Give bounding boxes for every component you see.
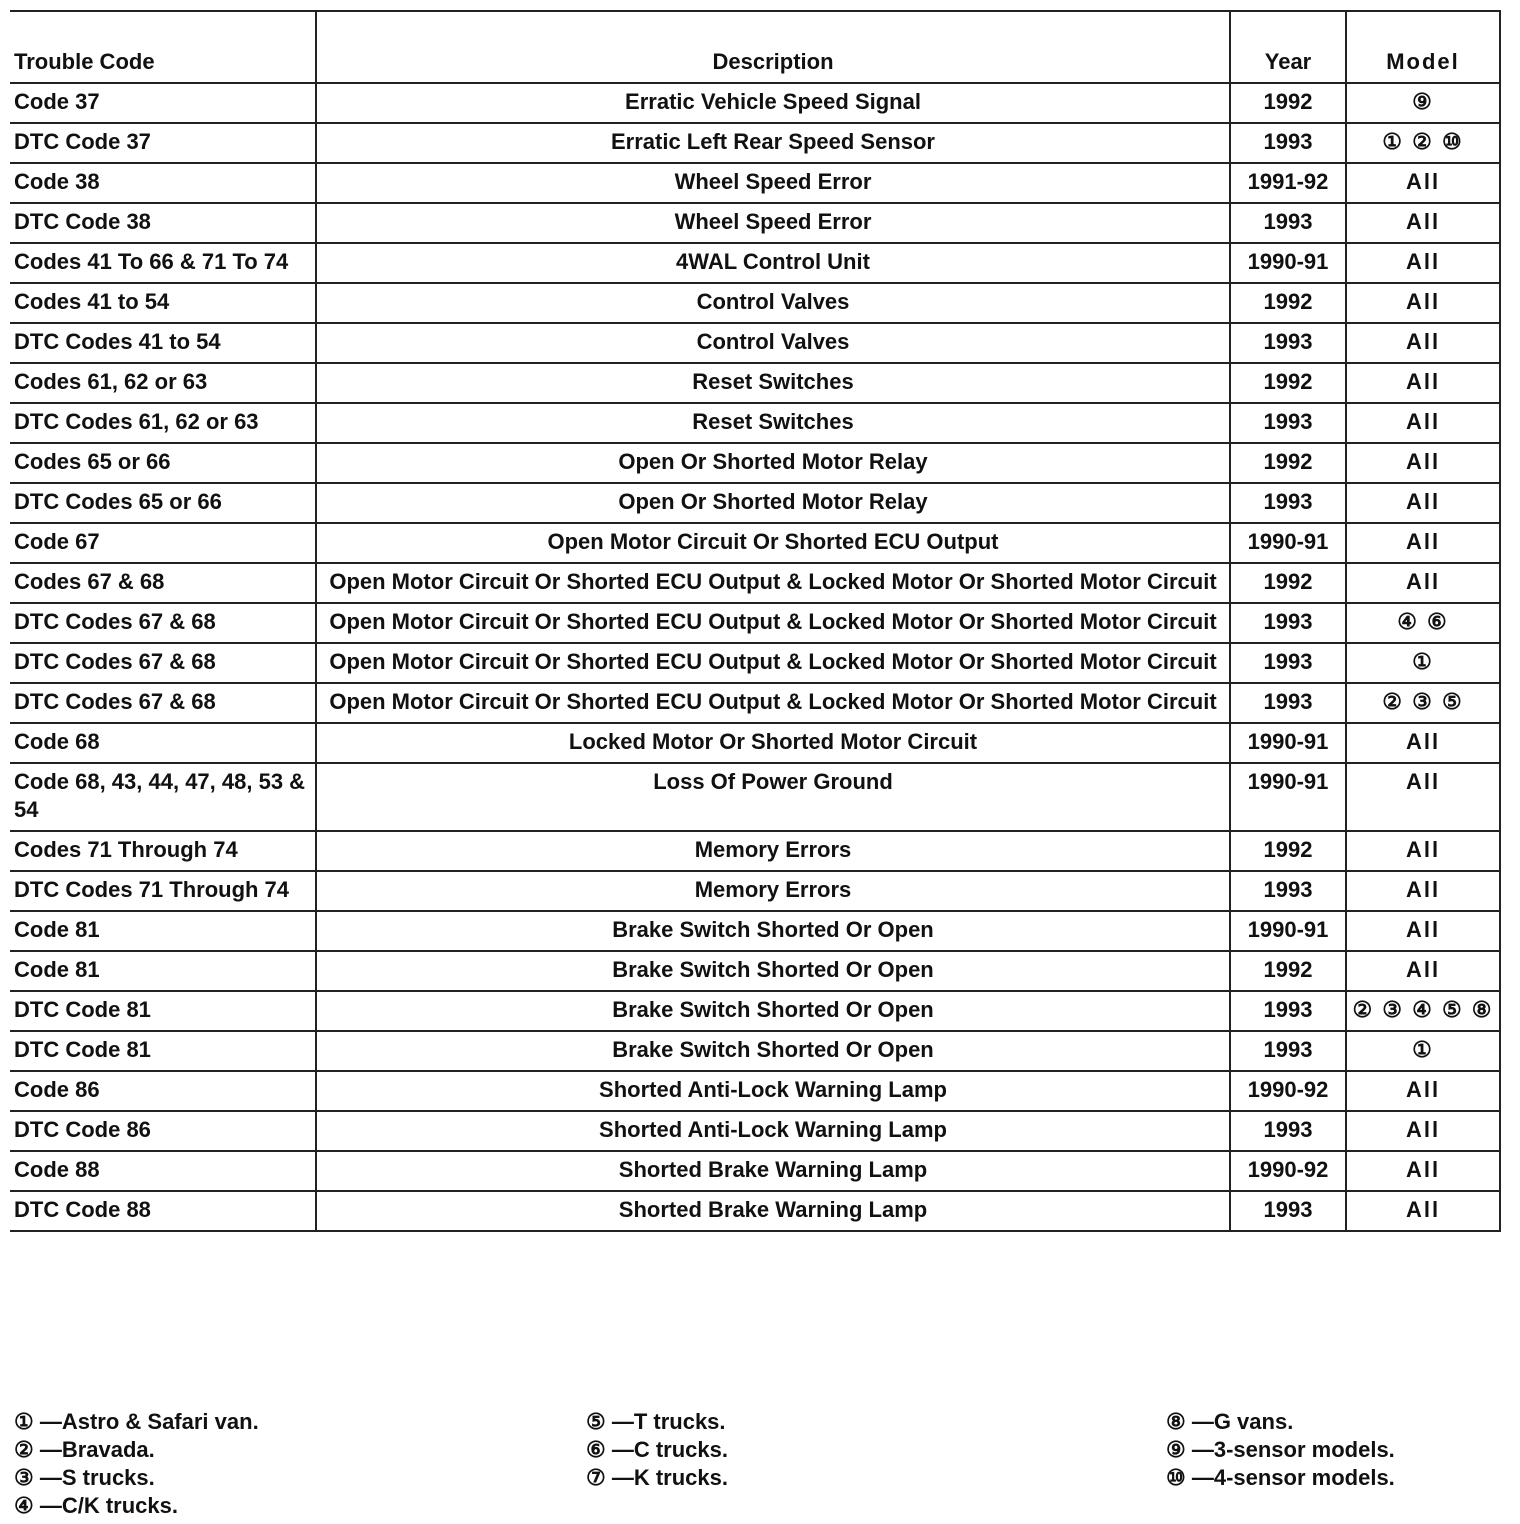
cell-description: Open Or Shorted Motor Relay xyxy=(316,443,1230,483)
cell-description: Wheel Speed Error xyxy=(316,203,1230,243)
cell-year: 1993 xyxy=(1230,323,1346,363)
table-row xyxy=(10,911,1500,951)
cell-year: 1992 xyxy=(1230,363,1346,403)
cell-year: 1993 xyxy=(1230,123,1346,163)
cell-description: Wheel Speed Error xyxy=(316,163,1230,203)
cell-year: 1993 xyxy=(1230,871,1346,911)
table-row xyxy=(10,363,1500,403)
cell-trouble-code: Code 68 xyxy=(10,723,316,763)
cell-description: Brake Switch Shorted Or Open xyxy=(316,951,1230,991)
cell-trouble-code: Code 88 xyxy=(10,1151,316,1191)
cell-trouble-code: DTC Code 81 xyxy=(10,991,316,1031)
cell-model: All xyxy=(1346,763,1500,831)
header-model: Model xyxy=(1346,11,1500,83)
cell-trouble-code: Code 86 xyxy=(10,1071,316,1111)
footnote-3: ③ —S trucks. xyxy=(14,1465,155,1490)
cell-model: All xyxy=(1346,1191,1500,1231)
cell-description: Open Or Shorted Motor Relay xyxy=(316,483,1230,523)
table-row xyxy=(10,323,1500,363)
cell-year: 1990-91 xyxy=(1230,763,1346,831)
table-header-row xyxy=(10,11,1500,83)
cell-description: Erratic Left Rear Speed Sensor xyxy=(316,123,1230,163)
cell-model: All xyxy=(1346,483,1500,523)
cell-trouble-code: DTC Codes 41 to 54 xyxy=(10,323,316,363)
cell-description: Open Motor Circuit Or Shorted ECU Output xyxy=(316,523,1230,563)
cell-trouble-code: Code 81 xyxy=(10,911,316,951)
cell-year: 1993 xyxy=(1230,1191,1346,1231)
cell-year: 1990-91 xyxy=(1230,723,1346,763)
table-row xyxy=(10,991,1500,1031)
cell-model: All xyxy=(1346,1071,1500,1111)
cell-trouble-code: DTC Code 38 xyxy=(10,203,316,243)
table-row xyxy=(10,1111,1500,1151)
footnote-column-3 xyxy=(1166,1408,1496,1492)
cell-year: 1993 xyxy=(1230,603,1346,643)
cell-year: 1993 xyxy=(1230,403,1346,443)
cell-model: All xyxy=(1346,163,1500,203)
cell-trouble-code: Code 37 xyxy=(10,83,316,123)
header-trouble-code: Trouble Code xyxy=(10,11,316,83)
cell-model: All xyxy=(1346,951,1500,991)
table-row xyxy=(10,563,1500,603)
table-row xyxy=(10,1151,1500,1191)
cell-description: Memory Errors xyxy=(316,831,1230,871)
table-row xyxy=(10,1071,1500,1111)
table-row xyxy=(10,443,1500,483)
cell-model: All xyxy=(1346,443,1500,483)
table-row xyxy=(10,683,1500,723)
cell-description: Shorted Anti-Lock Warning Lamp xyxy=(316,1111,1230,1151)
cell-trouble-code: Code 38 xyxy=(10,163,316,203)
table-row xyxy=(10,951,1500,991)
cell-year: 1993 xyxy=(1230,643,1346,683)
cell-model: All xyxy=(1346,403,1500,443)
cell-model: All xyxy=(1346,323,1500,363)
cell-description: Locked Motor Or Shorted Motor Circuit xyxy=(316,723,1230,763)
cell-trouble-code: DTC Codes 67 & 68 xyxy=(10,683,316,723)
cell-model: All xyxy=(1346,871,1500,911)
cell-description: Open Motor Circuit Or Shorted ECU Output & Locked Motor Or Shorted Motor Circuit xyxy=(316,643,1230,683)
cell-year: 1990-92 xyxy=(1230,1151,1346,1191)
table-row xyxy=(10,403,1500,443)
cell-model: All xyxy=(1346,723,1500,763)
footnote-8: ⑧ —G vans. xyxy=(1166,1409,1294,1434)
cell-trouble-code: Code 67 xyxy=(10,523,316,563)
table-body xyxy=(10,83,1500,1231)
cell-description: Open Motor Circuit Or Shorted ECU Output & Locked Motor Or Shorted Motor Circuit xyxy=(316,683,1230,723)
cell-model: ② ③ ④ ⑤ ⑧ xyxy=(1346,991,1500,1031)
table-row xyxy=(10,643,1500,683)
cell-year: 1993 xyxy=(1230,1031,1346,1071)
cell-description: Shorted Anti-Lock Warning Lamp xyxy=(316,1071,1230,1111)
cell-trouble-code: DTC Code 37 xyxy=(10,123,316,163)
footnote-9: ⑨ —3-sensor models. xyxy=(1166,1437,1395,1462)
cell-model: ④ ⑥ xyxy=(1346,603,1500,643)
table-row xyxy=(10,243,1500,283)
cell-trouble-code: DTC Code 81 xyxy=(10,1031,316,1071)
cell-year: 1993 xyxy=(1230,991,1346,1031)
table-row xyxy=(10,831,1500,871)
cell-trouble-code: DTC Code 88 xyxy=(10,1191,316,1231)
cell-model: ② ③ ⑤ xyxy=(1346,683,1500,723)
cell-model: All xyxy=(1346,911,1500,951)
cell-description: Open Motor Circuit Or Shorted ECU Output & Locked Motor Or Shorted Motor Circuit xyxy=(316,563,1230,603)
cell-description: Reset Switches xyxy=(316,403,1230,443)
cell-description: Open Motor Circuit Or Shorted ECU Output & Locked Motor Or Shorted Motor Circuit xyxy=(316,603,1230,643)
cell-year: 1993 xyxy=(1230,683,1346,723)
cell-trouble-code: Codes 67 & 68 xyxy=(10,563,316,603)
table-row xyxy=(10,203,1500,243)
cell-year: 1990-91 xyxy=(1230,523,1346,563)
trouble-code-table xyxy=(10,10,1501,1232)
header-description: Description xyxy=(316,11,1230,83)
cell-model: All xyxy=(1346,243,1500,283)
cell-trouble-code: DTC Codes 65 or 66 xyxy=(10,483,316,523)
cell-year: 1992 xyxy=(1230,443,1346,483)
footnote-column-2 xyxy=(586,1408,1146,1492)
cell-trouble-code: Codes 41 To 66 & 71 To 74 xyxy=(10,243,316,283)
cell-year: 1993 xyxy=(1230,203,1346,243)
table-row xyxy=(10,1191,1500,1231)
table-row xyxy=(10,283,1500,323)
cell-year: 1993 xyxy=(1230,1111,1346,1151)
cell-trouble-code: DTC Codes 67 & 68 xyxy=(10,603,316,643)
cell-description: Control Valves xyxy=(316,283,1230,323)
cell-description: Brake Switch Shorted Or Open xyxy=(316,991,1230,1031)
cell-trouble-code: Codes 61, 62 or 63 xyxy=(10,363,316,403)
cell-year: 1992 xyxy=(1230,951,1346,991)
cell-model: ① ② ⑩ xyxy=(1346,123,1500,163)
cell-year: 1992 xyxy=(1230,831,1346,871)
cell-trouble-code: Code 68, 43, 44, 47, 48, 53 & 54 xyxy=(10,763,316,831)
cell-model: All xyxy=(1346,1151,1500,1191)
cell-trouble-code: DTC Code 86 xyxy=(10,1111,316,1151)
cell-trouble-code: DTC Codes 67 & 68 xyxy=(10,643,316,683)
footnote-2: ② —Bravada. xyxy=(14,1437,155,1462)
cell-trouble-code: DTC Codes 71 Through 74 xyxy=(10,871,316,911)
cell-year: 1992 xyxy=(1230,283,1346,323)
footnote-1: ① —Astro & Safari van. xyxy=(14,1409,259,1434)
footnote-5: ⑤ —T trucks. xyxy=(586,1409,726,1434)
table-row xyxy=(10,483,1500,523)
cell-model: All xyxy=(1346,203,1500,243)
cell-model: All xyxy=(1346,283,1500,323)
footnote-10: ⑩ —4-sensor models. xyxy=(1166,1465,1395,1490)
table-row xyxy=(10,763,1500,831)
cell-description: Loss Of Power Ground xyxy=(316,763,1230,831)
cell-description: Erratic Vehicle Speed Signal xyxy=(316,83,1230,123)
header-year: Year xyxy=(1230,11,1346,83)
table-row xyxy=(10,723,1500,763)
cell-model: ⑨ xyxy=(1346,83,1500,123)
table-row xyxy=(10,163,1500,203)
footnote-4: ④ —C/K trucks. xyxy=(14,1493,178,1518)
footnote-7: ⑦ —K trucks. xyxy=(586,1465,728,1490)
cell-year: 1992 xyxy=(1230,83,1346,123)
cell-year: 1991-92 xyxy=(1230,163,1346,203)
cell-year: 1992 xyxy=(1230,563,1346,603)
cell-year: 1990-91 xyxy=(1230,243,1346,283)
cell-model: All xyxy=(1346,1111,1500,1151)
cell-year: 1993 xyxy=(1230,483,1346,523)
cell-description: Shorted Brake Warning Lamp xyxy=(316,1151,1230,1191)
cell-description: Shorted Brake Warning Lamp xyxy=(316,1191,1230,1231)
table-row xyxy=(10,523,1500,563)
cell-description: Brake Switch Shorted Or Open xyxy=(316,1031,1230,1071)
cell-model: All xyxy=(1346,831,1500,871)
table-row xyxy=(10,1031,1500,1071)
cell-year: 1990-91 xyxy=(1230,911,1346,951)
table-row xyxy=(10,603,1500,643)
cell-model: ① xyxy=(1346,643,1500,683)
footnote-6: ⑥ —C trucks. xyxy=(586,1437,728,1462)
cell-description: Reset Switches xyxy=(316,363,1230,403)
cell-trouble-code: DTC Codes 61, 62 or 63 xyxy=(10,403,316,443)
cell-trouble-code: Codes 65 or 66 xyxy=(10,443,316,483)
table-row xyxy=(10,871,1500,911)
table-row xyxy=(10,123,1500,163)
cell-description: Control Valves xyxy=(316,323,1230,363)
cell-description: 4WAL Control Unit xyxy=(316,243,1230,283)
cell-trouble-code: Code 81 xyxy=(10,951,316,991)
cell-description: Memory Errors xyxy=(316,871,1230,911)
cell-year: 1990-92 xyxy=(1230,1071,1346,1111)
cell-trouble-code: Codes 71 Through 74 xyxy=(10,831,316,871)
cell-model: All xyxy=(1346,523,1500,563)
cell-model: All xyxy=(1346,563,1500,603)
footnote-column-1 xyxy=(14,1408,574,1520)
cell-model: All xyxy=(1346,363,1500,403)
cell-model: ① xyxy=(1346,1031,1500,1071)
cell-trouble-code: Codes 41 to 54 xyxy=(10,283,316,323)
table-row xyxy=(10,83,1500,123)
cell-description: Brake Switch Shorted Or Open xyxy=(316,911,1230,951)
